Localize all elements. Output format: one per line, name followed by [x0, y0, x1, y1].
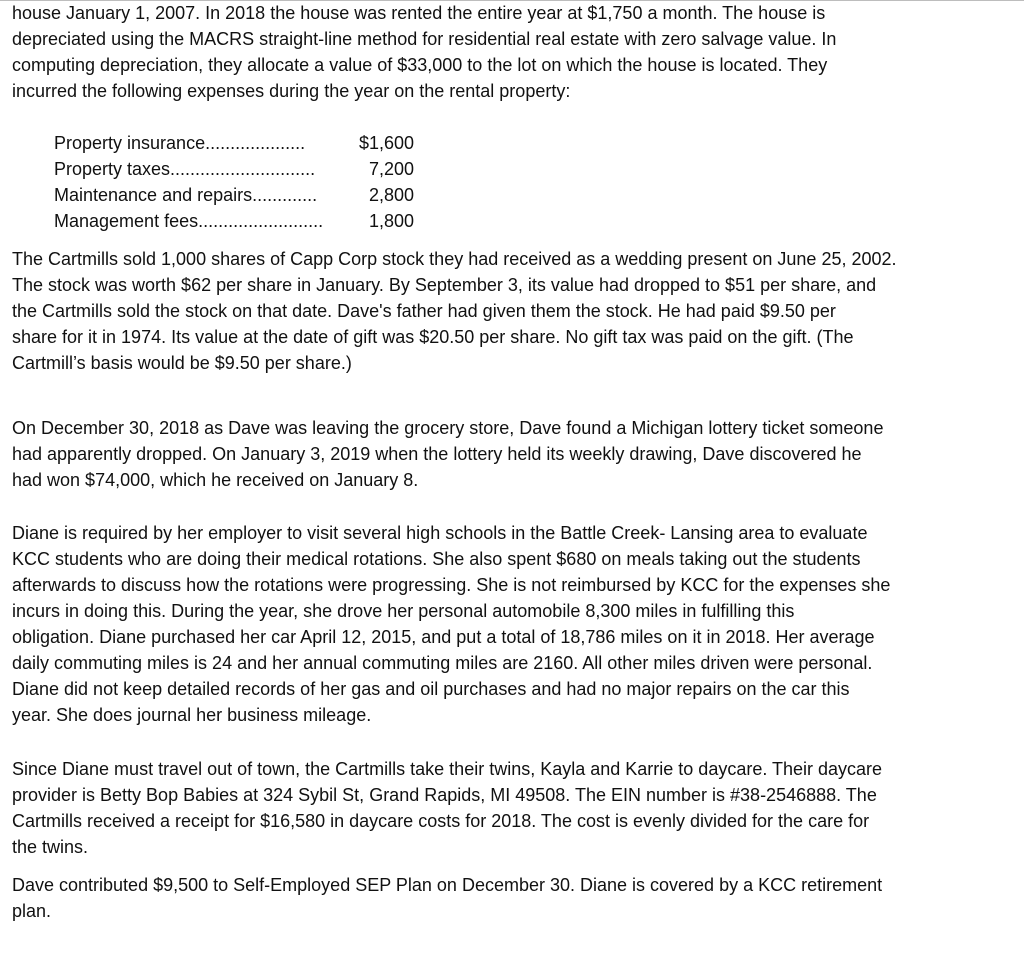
paragraph-4-line-3: afterwards to discuss how the rotations were progressing. She is not reimbursed by KCC for the expenses she: [12, 575, 891, 595]
paragraph-3-line-3: had won $74,000, which he received on January 8.: [12, 470, 419, 490]
expense-row-property-taxes: [54, 156, 414, 182]
expense-value: $1,600: [358, 133, 414, 153]
expense-row-maintenance-repairs: [54, 182, 414, 208]
paragraph-4-line-8: year. She does journal her business mileage.: [12, 705, 372, 725]
paragraph-4-line-1: Diane is required by her employer to visit several high schools in the Battle Creek- Lansing area to evaluate: [12, 523, 868, 543]
paragraph-4-line-4: incurs in doing this. During the year, she drove her personal automobile 8,300 miles in fulfilling this: [12, 601, 795, 621]
paragraph-2-line-4: share for it in 1974. Its value at the date of gift was $20.50 per share. No gift tax was paid on the gift. (The: [12, 327, 854, 347]
paragraph-5-line-1: Since Diane must travel out of town, the Cartmills take their twins, Kayla and Karrie to daycare. Their daycare: [12, 759, 883, 779]
expense-label: Property insurance....................: [54, 133, 306, 153]
paragraph-6-line-1: Dave contributed $9,500 to Self-Employed SEP Plan on December 30. Diane is covered by a KCC retirement: [12, 875, 883, 895]
expense-value: 2,800: [368, 185, 414, 205]
paragraph-2-line-5: Cartmill’s basis would be $9.50 per share.): [12, 353, 352, 373]
paragraph-3-line-1: On December 30, 2018 as Dave was leaving the grocery store, Dave found a Michigan lottery ticket someone: [12, 418, 884, 438]
expense-label: Maintenance and repairs.............: [54, 185, 318, 205]
expense-row-property-insurance: [54, 130, 414, 156]
paragraph-1-line-2: depreciated using the MACRS straight-line method for residential real estate with zero salvage value. In: [12, 29, 837, 49]
paragraph-5-line-2: provider is Betty Bop Babies at 324 Sybil St, Grand Rapids, MI 49508. The EIN number is #38-2546888. The: [12, 785, 877, 805]
paragraph-6-line-2: plan.: [12, 901, 52, 921]
expense-value: 7,200: [368, 159, 414, 179]
paragraph-1-line-1: house January 1, 2007. In 2018 the house was rented the entire year at $1,750 a month. The house is: [12, 3, 826, 23]
expense-value: 1,800: [368, 211, 414, 231]
paragraph-2-line-2: The stock was worth $62 per share in January. By September 3, its value had dropped to $51 per share, and: [12, 275, 877, 295]
paragraph-2-line-3: the Cartmills sold the stock on that date. Dave's father had given them the stock. He had paid $9.50 per: [12, 301, 836, 321]
paragraph-1-line-3: computing depreciation, they allocate a value of $33,000 to the lot on which the house is located. They: [12, 55, 828, 75]
paragraph-1-line-4: incurred the following expenses during the year on the rental property:: [12, 81, 571, 101]
expense-label: Management fees.........................: [54, 211, 324, 231]
paragraph-2-line-1: The Cartmills sold 1,000 shares of Capp Corp stock they had received as a wedding present on June 25, 2002.: [12, 249, 897, 269]
paragraph-3-line-2: had apparently dropped. On January 3, 2019 when the lottery held its weekly drawing, Dave discovered he: [12, 444, 862, 464]
paragraph-5-line-4: the twins.: [12, 837, 89, 857]
expense-label: Property taxes.............................: [54, 159, 316, 179]
paragraph-4-line-5: obligation. Diane purchased her car April 12, 2015, and put a total of 18,786 miles on it in 2018. Her average: [12, 627, 875, 647]
paragraph-5-line-3: Cartmills received a receipt for $16,580 in daycare costs for 2018. The cost is evenly divided for the care for: [12, 811, 870, 831]
paragraph-4-line-7: Diane did not keep detailed records of her gas and oil purchases and had no major repairs on the car this: [12, 679, 850, 699]
paragraph-4-line-2: KCC students who are doing their medical rotations. She also spent $680 on meals taking out the students: [12, 549, 861, 569]
paragraph-4-line-6: daily commuting miles is 24 and her annual commuting miles are 2160. All other miles driven were personal.: [12, 653, 873, 673]
expense-row-management-fees: [54, 208, 414, 234]
